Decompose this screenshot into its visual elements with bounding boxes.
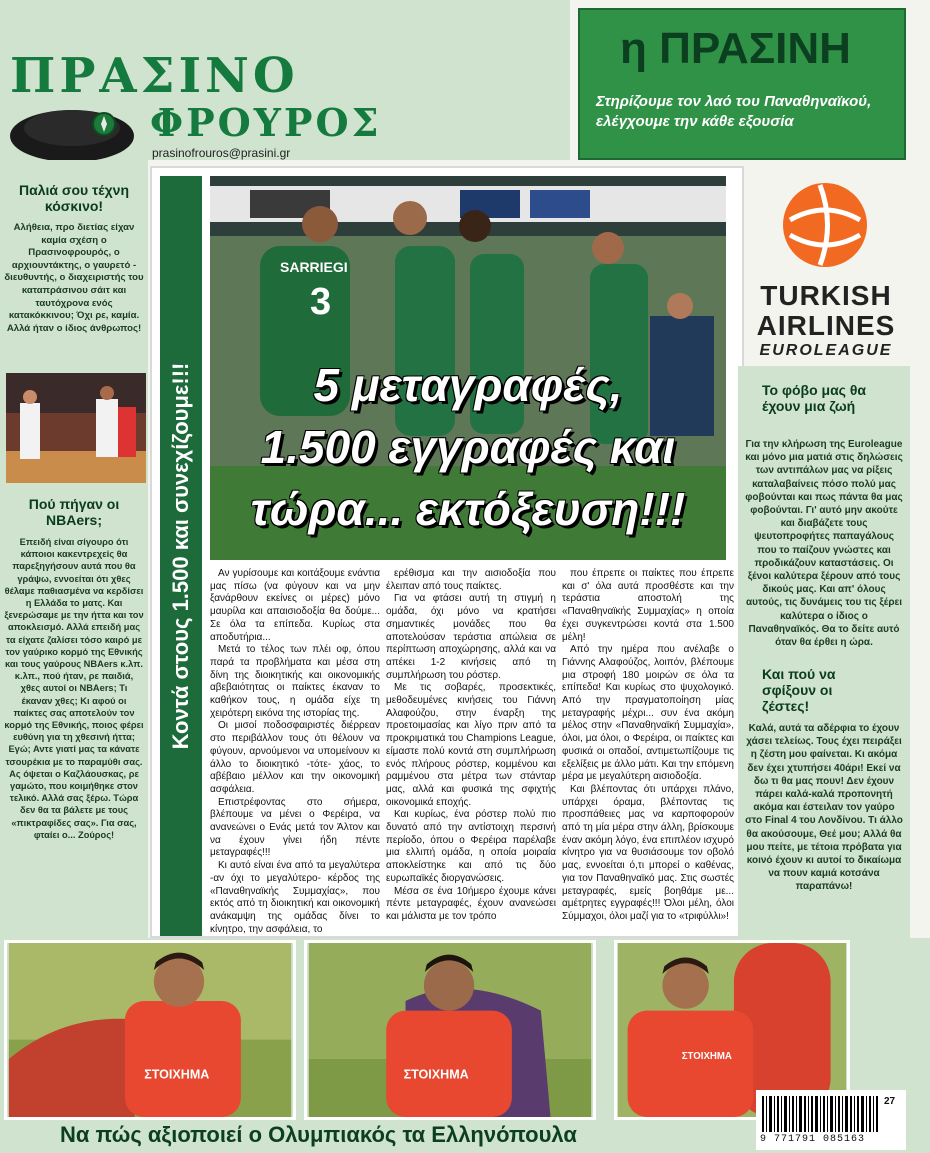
page-number: 27 xyxy=(884,1096,896,1107)
sponsor-line2: AIRLINES xyxy=(756,310,896,341)
article-column-2 xyxy=(386,568,556,924)
right-story2-body: Καλά, αυτά τα αδέρφια το έχουν χάσει τελείως. Τους έχει πειράξει η ζέστη μου φαίνεται. Κι ακόμα δεν έχει χτυπήσει 40άρι! Εκεί να δω τι θα μας πουν! Δεν έχουν πάρει καλά-καλά προπονητή ακόμα και έστειλαν τον γαύρο στο Final 4 του Λονδίνου. Τι άλλο θα ακούσουμε, Θεέ μου; Αλλά θα μου πείτε, με τέτοια πρόβατα για κοινό έχουν κι αυτοί το δικαίωμα να πουν καμιά κοτσάνα παραπάνω! xyxy=(745,723,903,893)
beret-icon xyxy=(8,98,136,164)
article-column-3 xyxy=(562,568,734,924)
player-photo-1 xyxy=(4,940,296,1120)
headline-line2: 1.500 εγγραφές και xyxy=(260,421,676,473)
col1-para: Μετά το τέλος των πλέι οφ, όπου παρά τα προβλήματα και μέσα στη δίνη της διοικητικής και οικονομικής αβεβαιότητας οι παίκτες έκαναν το καθήκον τους, η ομάδα είχε τη χειρότερη εικόνα της ιστορίας της. xyxy=(210,644,380,719)
barcode-number: 9 771791 085163 xyxy=(760,1134,866,1145)
right-story1-body: Για την κλήρωση της Euroleague και μόνο μια ματιά στις δηλώσεις των αντιπάλων μας να ρίξεις καταλαβαίνεις πόσο πολύ μας φοβούνται και πως πάντα θα μας φοβούνται. Γι' αυτό μην ακούτε και διαβάζετε τους ψευτοπροφήτες παπαγάλους που το παίζουν γνώστες και προδικάζουν καταστάσεις. Οι ξένοι καλύτερα ξέρουν από τους δικούς μας. Και απ' όλους αυτούς, τις δυνάμεις του τις ξέρει καλύτερα ο ίδιος ο Παναθηναϊκός. Θα το δείτε αυτό όταν θα έρθει η ώρα. xyxy=(745,439,903,649)
player-photo-2 xyxy=(304,940,596,1120)
headline-line3: τώρα... εκτόξευση!!! xyxy=(250,483,686,535)
shirt-sponsor-3: ΣΤΟΙΧΗΜΑ xyxy=(681,1051,732,1062)
brand-box xyxy=(578,8,906,160)
shirt-sponsor-2: ΣΤΟΙΧΗΜΑ xyxy=(403,1067,469,1082)
sponsor-line1: TURKISH xyxy=(760,280,892,311)
left-story2-headline: Πού πήγαν οι NBAers; xyxy=(28,496,120,528)
article-column-1 xyxy=(210,568,380,936)
bottom-caption: Να πώς αξιοποιεί ο Ολυμπιακός τα Ελληνόπουλα xyxy=(60,1122,577,1147)
masthead-email: prasinofrouros@prasini.gr xyxy=(152,146,291,160)
shirt-sponsor-1: ΣΤΟΙΧΗΜΑ xyxy=(144,1067,210,1082)
sponsor-line3: EUROLEAGUE xyxy=(759,342,893,359)
main-headline xyxy=(214,354,722,540)
col2-para: Με τις σοβαρές, προσεκτικές, μεθοδευμένες κινήσεις του Γιάννη Αλαφούζου, στην έναρξη της προετοιμασίας και λίγο πριν από τα προκριματικά του Champions League, είμαστε πολύ κοντά στη συμπλήρωση ενός πλήρους ρόστερ, κομμένου και ραμμένου στα μέτρα των στάνταρ μας, αλλά και φυσικά της σφιχτής οικονομικά εποχής. xyxy=(386,682,556,808)
col3-para: Και βλέποντας ότι υπάρχει πλάνο, υπάρχει όραμα, βλέποντας τις προσπάθειες μας να καρποφορούν από τη μία μέρα στην άλλη, βρίσκουμε έναν ακόμη λόγο, ένα επιπλέον ισχυρό κίνητρο για να θυσιάσουμε τον οβολό μας, εννοείται ό,τι μπορεί ο καθένας, για τον Παναθηναϊκό μας. Στις σωστές μεταγραφές, εμείς βοηθάμε με... αμέτρητες εγγραφές!!! Όλοι μέλη, όλοι Σύμμαχοι, όλοι μαζί για το «τριφύλλι»! xyxy=(562,783,734,922)
brand-title: η ΠΡΑΣΙΝΗ xyxy=(620,24,851,73)
euroleague-ball-icon xyxy=(780,180,870,270)
col2-para: ερέθισμα και την αισιοδοξία που έλειπαν από τους παίκτες. xyxy=(386,568,556,592)
masthead-title-line2: ΦΡΟΥΡΟΣ xyxy=(150,100,382,145)
left-story2-body: Επειδή είναι σίγουρο ότι κάποιοι κακεντρεχείς θα παρεξηγήσουν αυτά που θα γράψω, εννοείται ότι χθες θέλαμε παθιασμένα να κερδίσει η Ελλάδα το ματς. Και ξενερώσαμε με την ήττα και τον αποκλεισμό. Αλλά επειδή μας τα είχατε ζαλίσει τόσο καιρό με τον γαύρικο κορμό της Εθνικής και τους γαύρους NBAers κ.λπ. κ.λπ., πού ήταν, ρε παιδιά, χθες αυτοί οι NBAers; Τι έκαναν χθες; Κι αφού οι παίκτες σας αποτελούν τον κορμό της Εθνικής, ποιος φέρει ευθύνη για τη χθεσινή ήττα; Εγώ; Αντε γιατί μας τα κάνατε τσουρέκια με το παραμύθι σας. Ας όψεται ο Καζλάουσκας, ρε γαμώτο, που κοιμήθηκε στον τελικό. Αλλά σας ξέρω. Τώρα δεν θα τα βάλετε με τους «πικτραφίδες σας». Για σας, φταίει ο... Ζούρος! xyxy=(4,537,144,840)
brand-slogan: Στηρίζουμε τον λαό του Παναθηναϊκού, ελέγχουμε την κάθε εξουσία xyxy=(596,93,872,130)
left-story1-headline: Παλιά σου τέχνη κόσκινο! xyxy=(18,182,130,214)
jersey-name: SARRIEGI xyxy=(280,259,348,275)
right-panel xyxy=(738,366,910,946)
jersey-number: 3 xyxy=(310,281,332,323)
left-story1-body: Αλήθεια, προ διετίας είχαν καμία σχέση ο Πρασινοφρουρός, ο αρχιουντάκτης, ο γαυρετό - διευθυντής, ο διαχειριστής του καταπράσινου σάιτ και ταυτόχρονα ενός κατακόκκινου; Όχι ρε, καμία. Αλλά ήταν ο ίδιος άνθρωπος! xyxy=(4,222,144,334)
col2-para: Για να φτάσει αυτή τη στιγμή η ομάδα, όχι μόνο να κρατήσει σημαντικές μονάδες που θα αποτελούσαν τεράστια απώλεια σε περίπτωση αποχώρησης, αλλά και να απέκει 1-2 κινήσεις από τη συμπλήρωση του ρόστερ. xyxy=(386,593,556,681)
col1-para: Οι μισοί ποδοσφαιριστές διέρρεαν στο περιβάλλον τους ότι θέλουν να φύγουν, αρνούμενοι να υπομείνουν κι άλλο το διοικητικό -τότε- χάος, το αβέβαιο μέλλον και την οικονομική ασφάλεια. xyxy=(210,720,380,795)
right-story1-headline: Το φόβο μας θα έχουν μια ζωή xyxy=(762,382,867,414)
col1-para: Αν γυρίσουμε και κοιτάξουμε ενάντια μας πίσω (να φύγουν και να μην ξανάρθουν εκείνες οι μέρες) μόνο μαυρίλα και απαισιοδοξία θα δούμε... Σε όλα τα επίπεδα. Κυρίως στα αποδυτήρια... xyxy=(210,568,380,643)
col2-para: Και κυρίως, ένα ρόστερ πολύ πιο δυνατό από την αντίστοιχη περσινή περίοδο, όπου ο Φερέιρα παρέλαβε μια ελλιπή ομάδα, η οποία μοιραία αποκλείστηκε και από τις δύο ευρωπαϊκές διοργανώσεις. xyxy=(386,809,556,884)
col3-para: Από την ημέρα που ανέλαβε ο Γιάννης Αλαφούζος, λοιπόν, βλέπουμε μια στροφή 180 μοιρών σε όλα τα επίπεδα! Και κυρίως στο ψυχολογικό. Από την πραγματοποίηση μίας μεταγραφής μέχρι... συν ένα ακόμη μέλος στην «Παναθηναϊκή Συμμαχία», όλοι, μα όλοι, ο Φερέιρα, οι παίκτες και φυσικά οι οπαδοί, αντιμετωπίζουμε τις εξελίξεις με άλλο μάτι. Και την επόμενη μέρα με μεγαλύτερη αισιοδοξία. xyxy=(562,644,734,783)
basketball-photo xyxy=(6,373,146,483)
col2-para: Μέσα σε ένα 10ήμερο έχουμε κάνει πέντε μεταγραφές, έχουν ανανεώσει και μάλιστα με τον τρόπο xyxy=(386,885,556,922)
vertical-banner-text: Κοντά στους 1.500 και συνεχίζουμε!!! xyxy=(168,362,193,750)
headline-line1: 5 μεταγραφές, xyxy=(313,359,623,411)
col1-para: Κι αυτό είναι ένα από τα μεγαλύτερα -αν όχι το μεγαλύτερο- κέρδος της «Παναθηναϊκής Συμμαχίας», που εκτός από τη διοικητική και οικονομική ανάκαμψη της ομάδας δίνει το κίνητρο, την ασφάλεια, το xyxy=(210,860,380,935)
right-story2-headline: Και πού να σφίξουν οι ζέστες! xyxy=(762,666,836,714)
col1-para: Επιστρέφοντας στο σήμερα, βλέπουμε να μένει ο Φερέιρα, να ανανεώνει ο Ενάς μετά τον Άλτον και να έχουν γίνει ήδη πέντε μεταγραφές!!! xyxy=(210,796,380,859)
col3-para: που έπρεπε οι παίκτες που έπρεπε και σ' όλα αυτά προσθέστε και την τεράστια αποστολή της «Παναθηναϊκής Συμμαχίας» η οποία έχει συγκεντρώσει κοντά στα 1.500 μέλη! xyxy=(562,568,734,643)
masthead-title-line1: ΠΡΑΣΙΝΟ xyxy=(10,48,299,104)
